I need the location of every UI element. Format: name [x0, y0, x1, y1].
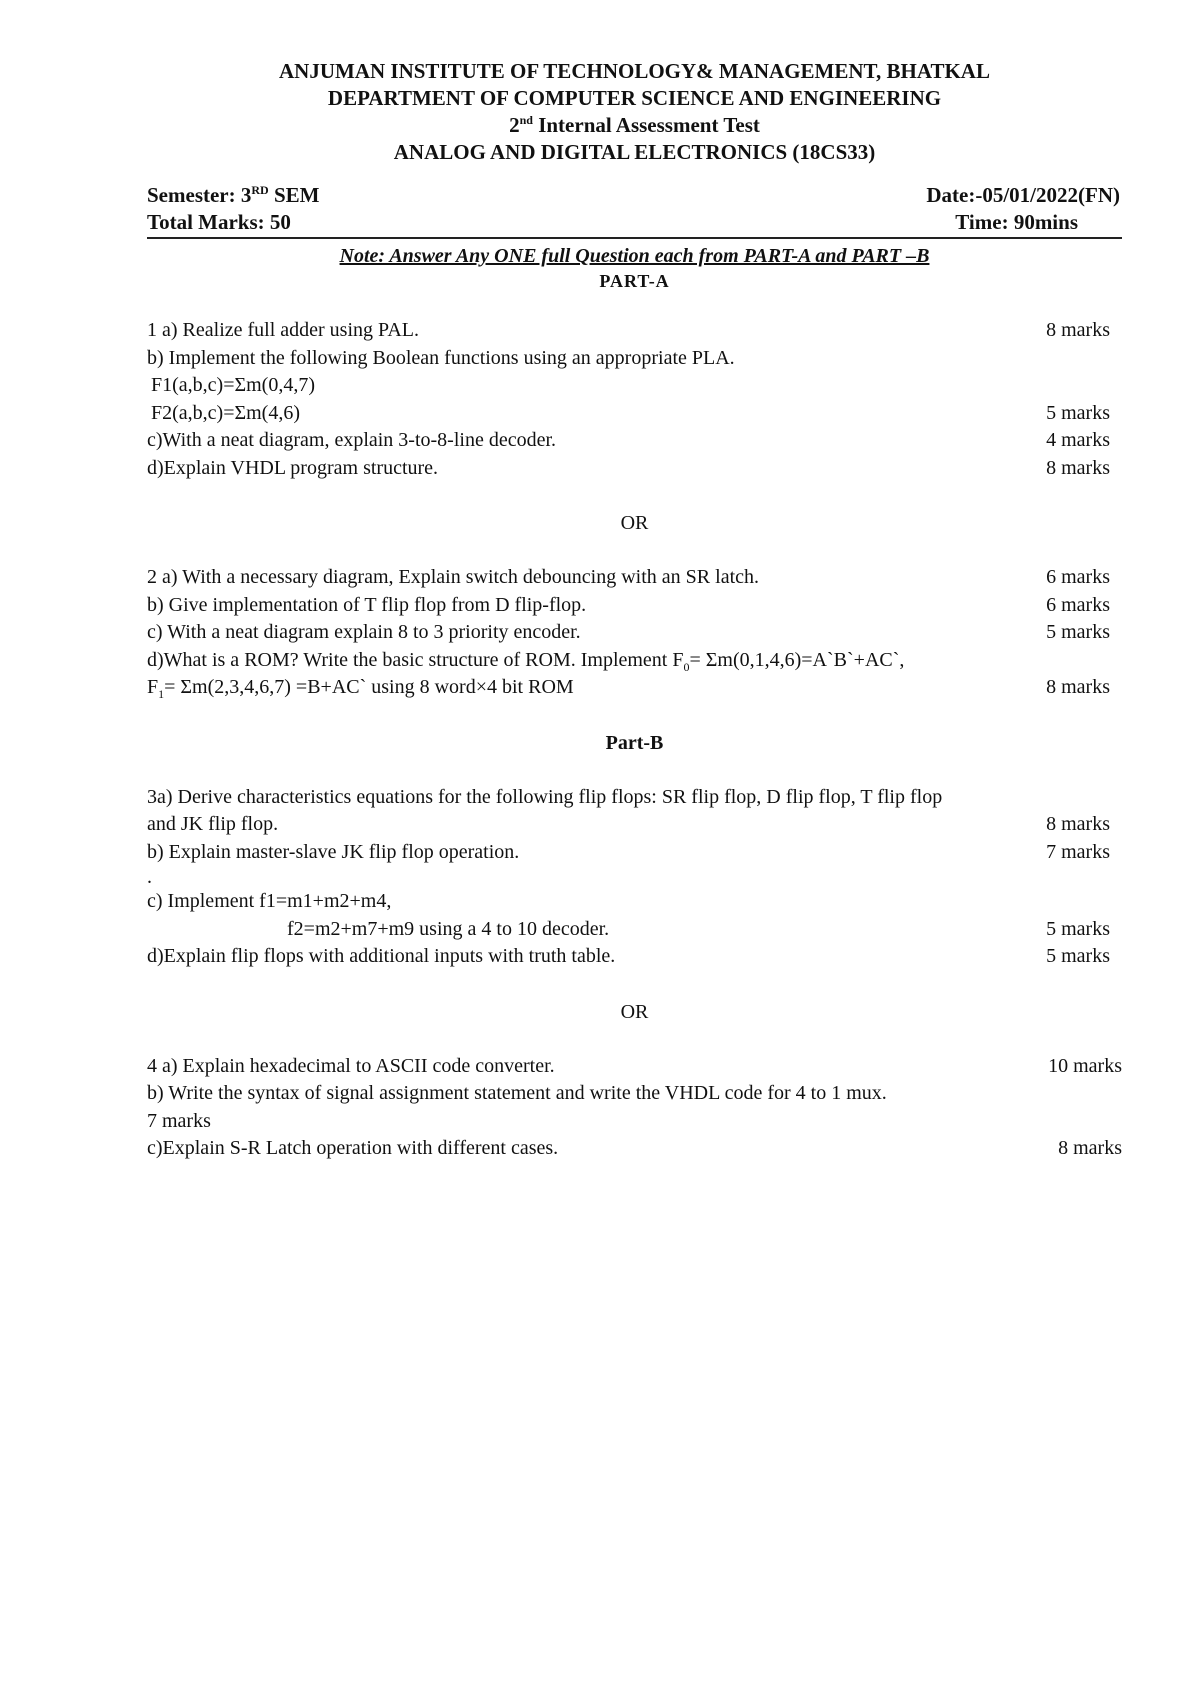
question-4a — [147, 1053, 1122, 1081]
question-marks: 7 marks — [1046, 840, 1110, 863]
question-marks: 6 marks — [1046, 593, 1110, 616]
question-marks: 6 marks — [1046, 566, 1110, 588]
question-1b-f2 — [147, 400, 1122, 428]
question-2d-line1 — [147, 647, 1122, 675]
question-4b: b) Write the syntax of signal assignment statement and write the VHDL code for 4 to 1 mux. — [147, 1082, 887, 1104]
question-marks: 8 marks — [1058, 1137, 1122, 1159]
question-3a-line1: 3a) Derive characteristics equations for the following flip flops: SR flip flop, D flip flop, T flip flop — [147, 785, 943, 808]
part-a-title: PART-A — [599, 271, 670, 291]
semester — [147, 182, 319, 209]
question-3c-line1: c) Implement f1=m1+m2+m4, — [147, 890, 392, 912]
question-text-pre: F — [147, 676, 159, 698]
question-paper — [147, 58, 1122, 1163]
question-text: c) With a neat diagram explain 8 to 3 priority encoder. — [147, 621, 581, 643]
question-3b — [147, 839, 1122, 867]
question-text: d)Explain flip flops with additional inputs with truth table. — [147, 945, 616, 967]
question-text — [147, 674, 574, 702]
total-marks: Total Marks: 50 — [147, 210, 291, 234]
meta-row-1 — [147, 182, 1122, 209]
question-marks: 5 marks — [1046, 401, 1110, 424]
test-title-rest: Internal Assessment Test — [532, 113, 760, 137]
question-text: 2 a) With a necessary diagram, Explain switch debouncing with an SR latch. — [147, 566, 760, 588]
test-title — [147, 112, 1122, 139]
subject-title: ANALOG AND DIGITAL ELECTRONICS (18CS33) — [393, 140, 876, 164]
question-3a-line2 — [147, 811, 1122, 839]
test-number-suffix: nd — [519, 113, 533, 127]
test-number: 2 — [509, 113, 520, 137]
exam-date: Date:-05/01/2022(FN) — [926, 183, 1120, 207]
institute-name: ANJUMAN INSTITUTE OF TECHNOLOGY& MANAGEMENT, BHATKAL — [279, 59, 990, 83]
question-1a — [147, 317, 1122, 345]
question-text: d)What is a ROM? Write the basic structure of ROM. Implement F — [147, 648, 684, 671]
question-text: d)Explain VHDL program structure. — [147, 456, 439, 479]
question-text: c)Explain S-R Latch operation with different cases. — [147, 1137, 559, 1159]
question-3d — [147, 943, 1122, 971]
meta-row-2 — [147, 209, 1122, 236]
question-marks: 5 marks — [1046, 945, 1110, 967]
subscript: 1 — [158, 687, 165, 701]
question-3c-line2 — [147, 916, 1122, 944]
question-2a — [147, 564, 1122, 592]
question-text: b) Give implementation of T flip flop from D flip-flop. — [147, 593, 587, 616]
question-marks: 10 marks — [1048, 1054, 1122, 1077]
question-text: 1 a) Realize full adder using PAL. — [147, 319, 419, 341]
question-1b: b) Implement the following Boolean functions using an appropriate PLA. — [147, 346, 735, 369]
question-marks: 8 marks — [1046, 319, 1110, 341]
department-name: DEPARTMENT OF COMPUTER SCIENCE AND ENGINEERING — [327, 86, 942, 110]
instructions-note: Note: Answer Any ONE full Question each from PART-A and PART –B — [339, 245, 930, 267]
question-text: c)With a neat diagram, explain 3-to-8-line decoder. — [147, 429, 557, 451]
question-2d-line2 — [147, 674, 1122, 702]
question-marks: 5 marks — [1046, 917, 1110, 940]
question-1c — [147, 427, 1122, 455]
question-text: and JK flip flop. — [147, 813, 279, 835]
question-text-post: = Σm(2,3,4,6,7) =B+AC` using 8 word×4 bit ROM — [164, 676, 574, 698]
question-text: 4 a) Explain hexadecimal to ASCII code converter. — [147, 1054, 555, 1077]
question-text: b) Explain master-slave JK flip flop operation. — [147, 840, 520, 863]
question-text: f2=m2+m7+m9 using a 4 to 10 decoder. — [287, 917, 610, 940]
question-2b — [147, 592, 1122, 620]
question-text: = Σm(0,1,4,6)=A`B`+AC`, — [689, 648, 905, 671]
part-b-title: Part-B — [605, 731, 664, 754]
question-marks: 4 marks — [1046, 429, 1110, 451]
semester-rest: SEM — [268, 183, 320, 207]
question-1d — [147, 455, 1122, 483]
question-4c — [147, 1135, 1122, 1163]
semester-label: Semester: 3 — [147, 183, 252, 207]
question-2c — [147, 619, 1122, 647]
question-marks: 8 marks — [1046, 676, 1110, 698]
question-1b-f1: F1(a,b,c)=Σm(0,4,7) — [151, 374, 315, 396]
subscript: 0 — [683, 659, 690, 674]
stray-dot: . — [147, 866, 152, 888]
question-marks: 8 marks — [1046, 456, 1110, 479]
question-text: F2(a,b,c)=Σm(4,6) — [151, 401, 300, 424]
semester-suffix: RD — [251, 183, 269, 197]
question-marks: 5 marks — [1046, 621, 1110, 643]
exam-time: Time: 90mins — [955, 210, 1078, 234]
header-divider — [147, 237, 1122, 239]
question-4b-marks: 7 marks — [147, 1109, 211, 1132]
or-separator-2: OR — [620, 1000, 649, 1023]
or-separator-1: OR — [620, 512, 649, 534]
question-marks: 8 marks — [1046, 813, 1110, 835]
